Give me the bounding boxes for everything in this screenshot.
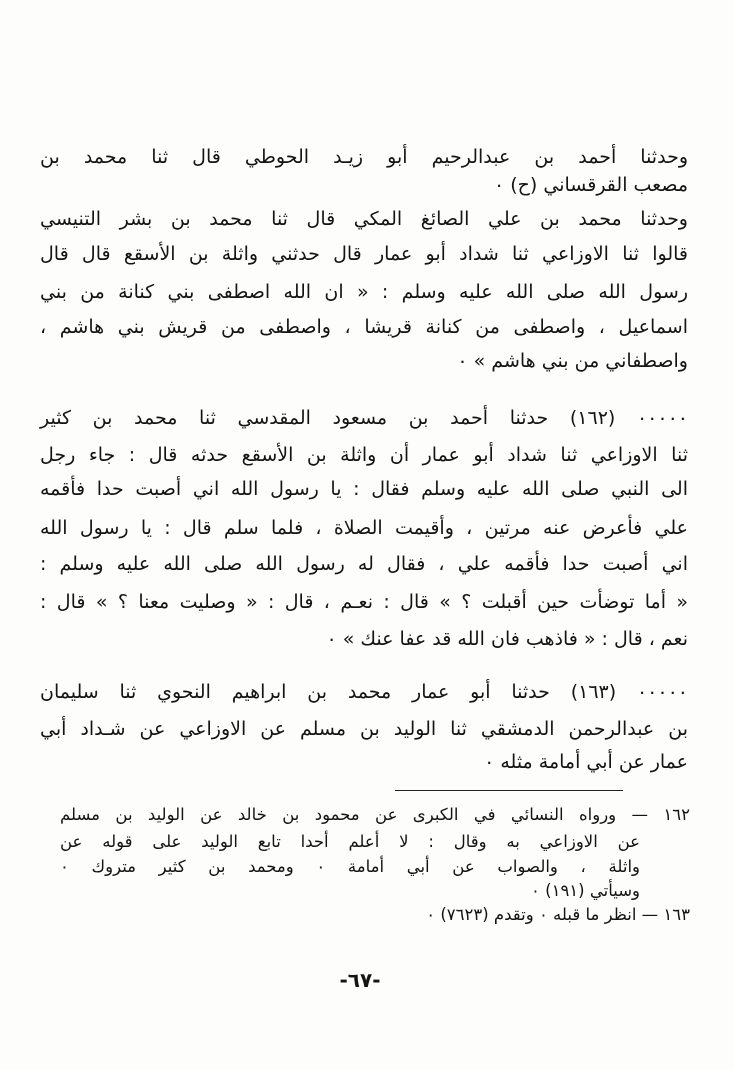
text-line: عمار عن أبي أمامة مثله ٠ bbox=[484, 751, 688, 773]
text-line: علي فأعرض عنه مرتين ، وأقيمت الصلاة ، فلما سلم قال : يا رسول الله bbox=[40, 517, 688, 539]
footnote-line: وسيأتي (١٩١) ٠ bbox=[531, 881, 640, 900]
text-line: ٠٠٠٠٠ (١٦٣) حدثنا أبو عمار محمد بن ابراهيم النحوي ثنا سليمان bbox=[40, 681, 688, 703]
text-line: قالوا ثنا الاوزاعي ثنا شداد أبو عمار قال حدثني واثلة بن الأسقع قال قال bbox=[40, 243, 688, 265]
text-line: بن عبدالرحمن الدمشقي ثنا الوليد بن مسلم عن الاوزاعي عن شـداد أبي bbox=[40, 718, 688, 740]
footnote-line: عن الاوزاعي به وقال : لا أعلم أحدا تابع الوليد على قوله عن bbox=[60, 832, 640, 851]
footnote-line: ١٦٢ — ورواه النسائي في الكبرى عن محمود بن خالد عن الوليد بن مسلم bbox=[60, 805, 690, 824]
text-line: وحدثنا أحمد بن عبدالرحيم أبو زيـد الحوطي قال ثنا محمد بن bbox=[40, 146, 688, 168]
text-line: ثنا الاوزاعي ثنا شداد أبو عمار أن واثلة بن الأسقع حدثه قال : جاء رجل bbox=[40, 444, 688, 466]
text-line: نعم ، قال : « فاذهب فان الله قد عفا عنك » ٠ bbox=[326, 628, 688, 650]
text-line: اسماعيل ، واصطفى من كنانة قريشا ، واصطفى من قريش بني هاشم ، bbox=[40, 316, 688, 338]
text-line: رسول الله صلى الله عليه وسلم : « ان الله اصطفى بني كنانة من بني bbox=[40, 281, 688, 303]
page-number: -٦٧- bbox=[339, 968, 381, 992]
text-line: مصعب القرقساني (ح) ٠ bbox=[493, 174, 688, 196]
text-line: وحدثنا محمد بن علي الصائغ المكي قال ثنا محمد بن بشر التنيسي bbox=[40, 208, 688, 230]
text-line: الى النبي صلى الله عليه وسلم فقال : يا رسول الله اني أصبت حدا فأقمه bbox=[40, 478, 688, 500]
text-line: واصطفاني من بني هاشم » ٠ bbox=[457, 350, 688, 372]
footnote-line: ١٦٣ — انظر ما قبله ٠ وتقدم (٧٦٢٣) ٠ bbox=[426, 905, 690, 924]
text-line: ٠٠٠٠٠ (١٦٢) حدثنا أحمد بن مسعود المقدسي ثنا محمد بن كثير bbox=[40, 407, 688, 429]
footnote-separator bbox=[395, 790, 623, 791]
text-line: « أما توضأت حين أقبلت ؟ » قال : نعـم ، قال : « وصليت معنا ؟ » قال : bbox=[40, 591, 688, 613]
text-line: اني أصبت حدا فأقمه علي ، فقال له رسول الله صلى الله عليه وسلم : bbox=[40, 553, 688, 575]
footnote-line: واثلة ، والصواب عن أبي أمامة ٠ ومحمد بن كثير متروك ٠ bbox=[60, 857, 640, 876]
